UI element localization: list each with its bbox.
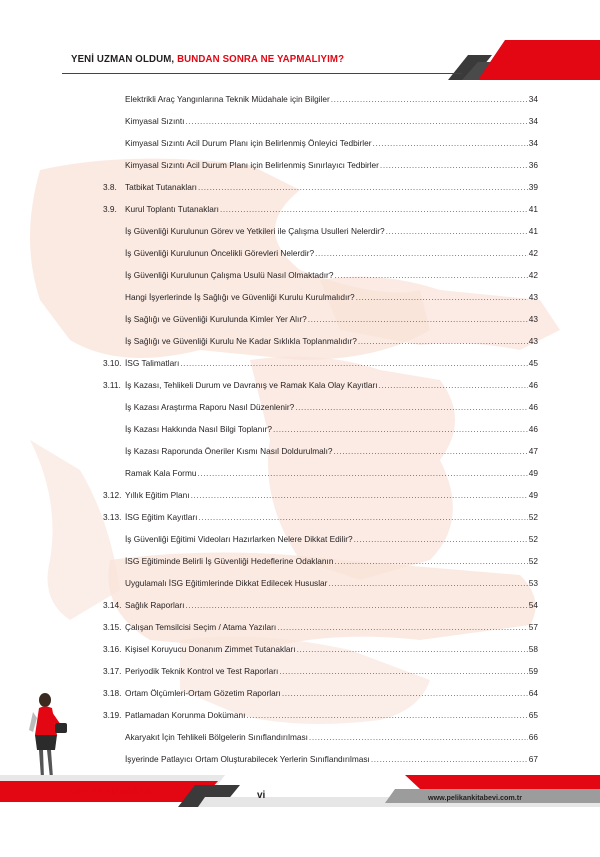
toc-entry xyxy=(125,642,538,656)
toc-dot-leader xyxy=(334,268,527,282)
toc-dot-leader xyxy=(371,752,528,766)
toc-dot-leader xyxy=(297,642,528,656)
toc-dot-leader xyxy=(379,378,528,392)
toc-entry xyxy=(125,620,538,634)
toc-entry xyxy=(125,598,538,612)
toc-entry-title: İşyerinde Patlayıcı Ortam Oluşturabilecek Yerlerin Sınıflandırılması xyxy=(125,754,370,764)
toc-entry xyxy=(125,312,538,326)
toc-entry-title: Ramak Kala Formu xyxy=(125,468,197,478)
toc-entry xyxy=(125,730,538,744)
toc-section-number: 3.19. xyxy=(103,710,122,720)
toc-dot-leader xyxy=(315,246,528,260)
toc-row[interactable] xyxy=(0,400,600,414)
toc-dot-leader xyxy=(282,686,528,700)
toc-entry-title: Tatbikat Tutanakları xyxy=(125,182,197,192)
toc-entry-title: İSG Eğitim Kayıtları xyxy=(125,512,198,522)
toc-dot-leader xyxy=(308,312,528,326)
toc-row[interactable] xyxy=(0,378,600,392)
toc-entry-title: İSG Eğitiminde Belirli İş Güvenliği Hedeflerine Odaklanın xyxy=(125,556,334,566)
toc-section-number: 3.9. xyxy=(103,204,117,214)
header-banner-shape xyxy=(0,0,600,90)
toc-page-number: 45 xyxy=(528,358,538,368)
toc-row[interactable] xyxy=(0,730,600,744)
toc-section-number: 3.12. xyxy=(103,490,122,500)
toc-dot-leader xyxy=(358,334,528,348)
toc-entry xyxy=(125,224,538,238)
toc-section-number: 3.18. xyxy=(103,688,122,698)
toc-row[interactable] xyxy=(0,466,600,480)
footer-website: www.pelikankitabevi.com.tr xyxy=(428,793,522,802)
toc-page-number: 39 xyxy=(528,182,538,192)
toc-page-number: 64 xyxy=(528,688,538,698)
toc-page-number: 41 xyxy=(528,226,538,236)
header-title-part-2: BUNDAN SONRA NE YAPMALIYIM? xyxy=(177,53,345,65)
toc-page-number: 65 xyxy=(528,710,538,720)
toc-row[interactable] xyxy=(0,708,600,722)
toc-page-number: 49 xyxy=(528,490,538,500)
toc-row[interactable] xyxy=(0,686,600,700)
toc-entry xyxy=(125,422,538,436)
toc-entry-title: Yıllık Eğitim Planı xyxy=(125,490,190,500)
toc-entry xyxy=(125,510,538,524)
toc-page-number: 46 xyxy=(528,402,538,412)
toc-row[interactable] xyxy=(0,268,600,282)
toc-page-number: 34 xyxy=(528,116,538,126)
toc-dot-leader xyxy=(295,400,528,414)
toc-entry-title: İş Sağlığı ve Güvenliği Kurulunda Kimler Yer Alır? xyxy=(125,314,307,324)
toc-entry-title: Elektrikli Araç Yangınlarına Teknik Müdahale için Bilgiler xyxy=(125,94,330,104)
toc-row[interactable] xyxy=(0,510,600,524)
toc-page-number: 49 xyxy=(528,468,538,478)
toc-entry-title: İSG Talimatları xyxy=(125,358,180,368)
toc-page-number: 58 xyxy=(528,644,538,654)
toc-entry-title: Çalışan Temsilcisi Seçim / Atama Yazıları xyxy=(125,622,277,632)
toc-entry xyxy=(125,466,538,480)
toc-row[interactable] xyxy=(0,180,600,194)
toc-row[interactable] xyxy=(0,576,600,590)
toc-entry-title: İş Kazası, Tehlikeli Durum ve Davranış ve Ramak Kala Olay Kayıtları xyxy=(125,380,378,390)
toc-dot-leader xyxy=(334,554,527,568)
toc-dot-leader xyxy=(334,444,528,458)
toc-row[interactable] xyxy=(0,356,600,370)
toc-entry xyxy=(125,290,538,304)
toc-page-number: 52 xyxy=(528,556,538,566)
toc-dot-leader xyxy=(191,488,528,502)
toc-entry xyxy=(125,246,538,260)
toc-dot-leader xyxy=(356,290,528,304)
toc-row[interactable] xyxy=(0,444,600,458)
toc-row[interactable] xyxy=(0,488,600,502)
toc-entry xyxy=(125,378,538,392)
toc-row[interactable] xyxy=(0,752,600,766)
toc-dot-leader xyxy=(186,598,528,612)
toc-entry-title: Kimyasal Sızıntı Acil Durum Planı için Belirlenmiş Önleyici Tedbirler xyxy=(125,138,372,148)
toc-page-number: 42 xyxy=(528,270,538,280)
footer-banner-shape xyxy=(0,767,600,857)
toc-dot-leader xyxy=(386,224,528,238)
toc-entry xyxy=(125,752,538,766)
toc-row[interactable] xyxy=(0,158,600,172)
footer-author: HAKAN ERDOĞAN xyxy=(71,786,152,796)
toc-row[interactable] xyxy=(0,532,600,546)
toc-entry-title: Patlamadan Korunma Dokümanı xyxy=(125,710,246,720)
toc-entry-title: Hangi İşyerlerinde İş Sağlığı ve Güvenliği Kurulu Kurulmalıdır? xyxy=(125,292,355,302)
toc-entry-title: İş Güvenliği Eğitimi Videoları Hazırlarken Nelere Dikkat Edilir? xyxy=(125,534,353,544)
toc-section-number: 3.11. xyxy=(103,380,121,390)
toc-entry-title: İş Güvenliği Kurulunun Öncelikli Görevleri Nelerdir? xyxy=(125,248,315,258)
toc-dot-leader xyxy=(180,356,528,370)
toc-row[interactable] xyxy=(0,224,600,238)
toc-page-number: 66 xyxy=(528,732,538,742)
toc-entry-title: İş Güvenliği Kurulunun Görev ve Yetkileri ile Çalışma Usulleri Nelerdir? xyxy=(125,226,385,236)
toc-page-number: 52 xyxy=(528,534,538,544)
header-rule xyxy=(62,73,462,74)
toc-page-number: 46 xyxy=(528,380,538,390)
toc-page-number: 43 xyxy=(528,292,538,302)
toc-dot-leader xyxy=(277,620,528,634)
toc-section-number: 3.8. xyxy=(103,182,117,192)
toc-row[interactable] xyxy=(0,312,600,326)
toc-page-number: 34 xyxy=(528,138,538,148)
toc-entry xyxy=(125,114,538,128)
toc-entry xyxy=(125,576,538,590)
header-title-part-1: YENİ UZMAN OLDUM, xyxy=(71,53,175,65)
toc-page-number: 53 xyxy=(528,578,538,588)
footer-page-number: vi xyxy=(257,790,266,801)
toc-entry xyxy=(125,488,538,502)
toc-entry xyxy=(125,444,538,458)
toc-section-number: 3.14. xyxy=(103,600,122,610)
toc-page-number: 36 xyxy=(528,160,538,170)
toc-section-number: 3.16. xyxy=(103,644,122,654)
toc-row[interactable] xyxy=(0,664,600,678)
toc-page-number: 42 xyxy=(528,248,538,258)
toc-entry-title: Kişisel Koruyucu Donanım Zimmet Tutanakları xyxy=(125,644,296,654)
toc-dot-leader xyxy=(309,730,528,744)
toc-entry-title: Kurul Toplantı Tutanakları xyxy=(125,204,219,214)
toc-entry xyxy=(125,136,538,150)
toc-page-number: 41 xyxy=(528,204,538,214)
toc-dot-leader xyxy=(273,422,528,436)
toc-entry-title: İş Sağlığı ve Güvenliği Kurulu Ne Kadar Sıklıkla Toplanmalıdır? xyxy=(125,336,357,346)
toc-row[interactable] xyxy=(0,554,600,568)
toc-dot-leader xyxy=(373,136,528,150)
toc-row[interactable] xyxy=(0,598,600,612)
toc-entry-title: Kimyasal Sızıntı xyxy=(125,116,185,126)
toc-entry xyxy=(125,356,538,370)
toc-row[interactable] xyxy=(0,246,600,260)
toc-dot-leader xyxy=(380,158,528,172)
toc-row[interactable] xyxy=(0,620,600,634)
toc-entry-title: İş Kazası Raporunda Öneriler Kısmı Nasıl Doldurulmalı? xyxy=(125,446,333,456)
toc-section-number: 3.15. xyxy=(103,622,122,632)
toc-entry xyxy=(125,180,538,194)
toc-row[interactable] xyxy=(0,92,600,106)
toc-row[interactable] xyxy=(0,642,600,656)
toc-dot-leader xyxy=(246,708,527,722)
toc-row[interactable] xyxy=(0,114,600,128)
toc-page-number: 43 xyxy=(528,336,538,346)
toc-row[interactable] xyxy=(0,290,600,304)
toc-entry xyxy=(125,158,538,172)
toc-entry-title: Periyodik Teknik Kontrol ve Test Raporları xyxy=(125,666,279,676)
toc-dot-leader xyxy=(198,510,527,524)
header-title xyxy=(71,53,344,65)
toc-entry xyxy=(125,664,538,678)
toc-page-number: 67 xyxy=(528,754,538,764)
toc-entry-title: Kimyasal Sızıntı Acil Durum Planı için Belirlenmiş Sınırlayıcı Tedbirler xyxy=(125,160,379,170)
toc-row[interactable] xyxy=(0,136,600,150)
toc-entry-title: Sağlık Raporları xyxy=(125,600,185,610)
toc-entry xyxy=(125,554,538,568)
toc-entry-title: İş Kazası Araştırma Raporu Nasıl Düzenlenir? xyxy=(125,402,295,412)
toc-page-number: 52 xyxy=(528,512,538,522)
toc-dot-leader xyxy=(220,202,528,216)
toc-entry xyxy=(125,334,538,348)
toc-page-number: 46 xyxy=(528,424,538,434)
toc-entry-title: Ortam Ölçümleri-Ortam Gözetim Raporları xyxy=(125,688,281,698)
toc-entry xyxy=(125,400,538,414)
toc-entry-title: Uygulamalı İSG Eğitimlerinde Dikkat Edilecek Hususlar xyxy=(125,578,328,588)
toc-page-number: 59 xyxy=(528,666,538,676)
toc-entry xyxy=(125,532,538,546)
toc-entry-title: İş Kazası Hakkında Nasıl Bilgi Toplanır? xyxy=(125,424,272,434)
toc-entry-title: İş Güvenliği Kurulunun Çalışma Usulü Nasıl Olmaktadır? xyxy=(125,270,334,280)
toc-page-number: 47 xyxy=(528,446,538,456)
toc-entry xyxy=(125,92,538,106)
toc-page-number: 43 xyxy=(528,314,538,324)
toc-page-number: 34 xyxy=(528,94,538,104)
toc-entry xyxy=(125,686,538,700)
toc-dot-leader xyxy=(185,114,527,128)
toc-row[interactable] xyxy=(0,202,600,216)
toc-dot-leader xyxy=(197,466,527,480)
toc-entry xyxy=(125,202,538,216)
toc-dot-leader xyxy=(354,532,528,546)
toc-section-number: 3.17. xyxy=(103,666,122,676)
toc-page-number: 54 xyxy=(528,600,538,610)
toc-entry xyxy=(125,268,538,282)
toc-entry-title: Akaryakıt İçin Tehlikeli Bölgelerin Sınıflandırılması xyxy=(125,732,308,742)
toc-entry xyxy=(125,708,538,722)
toc-dot-leader xyxy=(279,664,528,678)
toc-dot-leader xyxy=(328,576,527,590)
toc-page-number: 57 xyxy=(528,622,538,632)
toc-row[interactable] xyxy=(0,334,600,348)
toc-row[interactable] xyxy=(0,422,600,436)
toc-section-number: 3.10. xyxy=(103,358,122,368)
toc-dot-leader xyxy=(198,180,528,194)
toc-dot-leader xyxy=(331,92,528,106)
toc-section-number: 3.13. xyxy=(103,512,122,522)
